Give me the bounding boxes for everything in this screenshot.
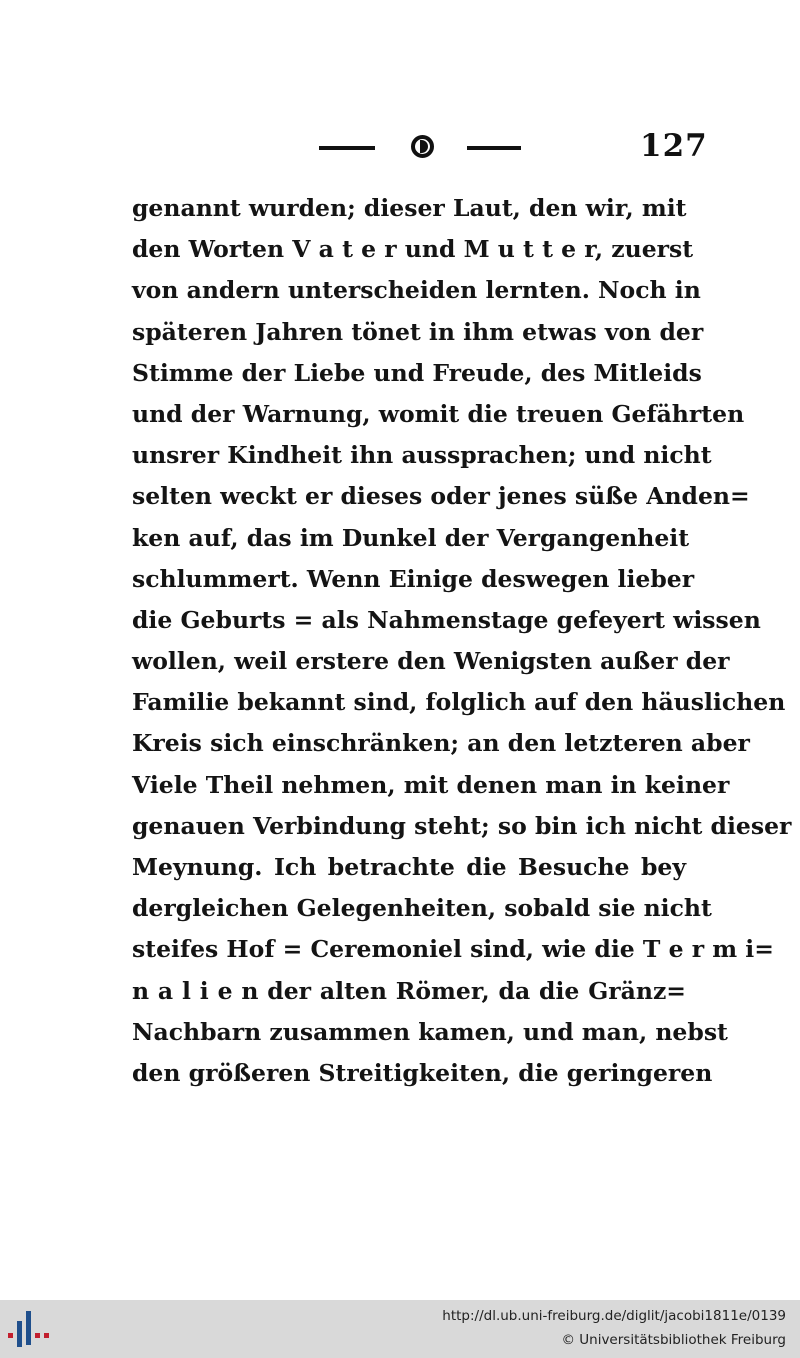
- text-line: ken auf, das im Dunkel der Vergangenheit: [132, 523, 690, 552]
- text-line: genannt wurden; dieser Laut, den wir, mit: [132, 194, 687, 222]
- text-line: Stimme der Liebe und Freude, des Mitleids: [132, 358, 702, 387]
- text-line: genauen Verbindung steht; so bin ich nicht dieser: [132, 811, 792, 840]
- text-line: unsrer Kindheit ihn aussprachen; und nicht: [132, 441, 712, 470]
- text-line: n a l i e n der alten Römer, da die Gränz=: [132, 976, 686, 1005]
- text-line: wollen, weil erstere den Wenigsten außer der: [132, 647, 730, 676]
- ub-freiburg-logo-icon[interactable]: [8, 1311, 52, 1349]
- ornament-dash-left: [319, 146, 375, 150]
- logo-bar: [26, 1311, 31, 1345]
- logo-bar: [35, 1333, 40, 1338]
- text-line: schlummert. Wenn Einige deswegen lieber: [132, 564, 695, 593]
- text-line: selten weckt er dieses oder jenes süße Anden=: [132, 482, 750, 511]
- text-line: späteren Jahren tönet in ihm etwas von der: [132, 317, 704, 346]
- viewer-footer: [0, 1300, 800, 1358]
- text-line: Meynung. Ich betrachte die Besuche bey: [132, 853, 686, 881]
- text-line: den größeren Streitigkeiten, die geringeren: [132, 1058, 713, 1087]
- header-ornament-icon: [315, 132, 525, 160]
- ornament-dash-right: [467, 146, 521, 150]
- ornament-circle-icon: [411, 135, 434, 158]
- text-line: und der Warnung, womit die treuen Gefährten: [132, 399, 745, 428]
- text-line: steifes Hof = Ceremoniel sind, wie die T e r m i=: [132, 935, 774, 964]
- permalink-url[interactable]: http://dl.ub.uni-freiburg.de/diglit/jacobi1811e/0139: [442, 1308, 786, 1324]
- text-line: Viele Theil nehmen, mit denen man in keiner: [132, 770, 730, 799]
- page-number: 127: [640, 128, 708, 164]
- copyright-notice: © Universitätsbibliothek Freiburg: [561, 1332, 786, 1348]
- logo-bar: [44, 1333, 49, 1338]
- logo-bar: [17, 1321, 22, 1347]
- text-line: Nachbarn zusammen kamen, und man, nebst: [132, 1017, 728, 1046]
- text-line: den Worten V a t e r und M u t t e r, zuerst: [132, 235, 694, 264]
- text-line: Kreis sich einschränken; an den letzteren aber: [132, 729, 750, 758]
- text-line: die Geburts = als Nahmenstage gefeyert wissen: [132, 605, 761, 634]
- text-line: von andern unterscheiden lernten. Noch in: [132, 276, 701, 305]
- logo-bar: [8, 1333, 13, 1338]
- text-line: dergleichen Gelegenheiten, sobald sie nicht: [132, 894, 712, 923]
- page-header: [0, 128, 800, 168]
- text-line: Familie bekannt sind, folglich auf den häuslichen: [132, 688, 786, 717]
- body-text: [132, 188, 792, 1094]
